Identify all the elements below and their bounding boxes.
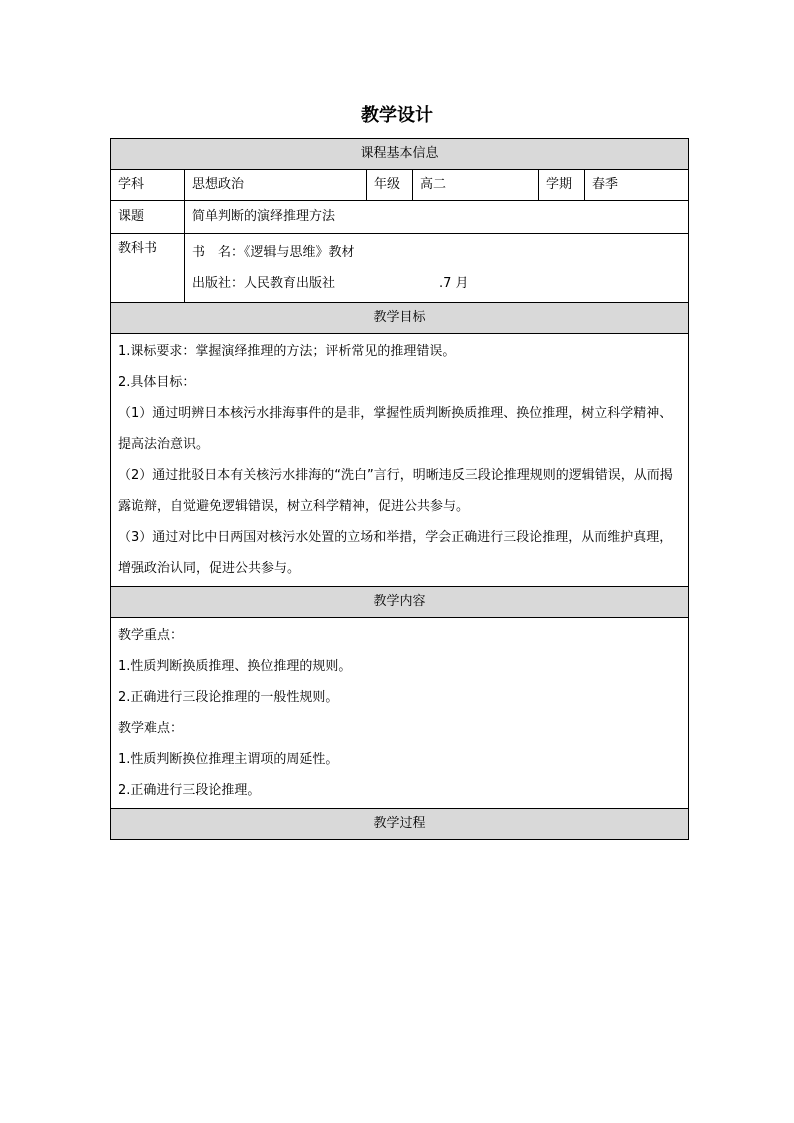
objective-item: （2）通过批驳日本有关核污水排海的“洗白”言行，明晰违反三段论推理规则的逻辑错误，从而揭露诡辩，自觉避免逻辑错误，树立科学精神，促进公共参与。 (118, 468, 673, 514)
content-item: 2.正确进行三段论推理的一般性规则。 (118, 690, 339, 705)
document-title: 教学设计 (361, 105, 433, 126)
content-item: 1.性质判断换质推理、换位推理的规则。 (118, 659, 352, 674)
section-process: 教学过程 (111, 809, 689, 840)
publish-date: .7 月 (439, 276, 469, 291)
term-value: 春季 (585, 170, 689, 201)
section-objectives: 教学目标 (111, 303, 689, 334)
grade-label: 年级 (367, 170, 413, 201)
objective-item: （3）通过对比中日两国对核污水处置的立场和举措，学会正确进行三段论推理，从而维护真理，增强政治认同，促进公共参与。 (118, 530, 673, 576)
blank-spacer (335, 268, 439, 299)
objective-item: 2.具体目标： (118, 375, 196, 390)
textbook-info (185, 234, 689, 303)
grade-value: 高二 (413, 170, 539, 201)
section-basic-info: 课程基本信息 (111, 139, 689, 170)
topic-value: 简单判断的演绎推理方法 (185, 201, 689, 234)
content-item: 2.正确进行三段论推理。 (118, 783, 261, 798)
content-item: 教学难点： (118, 721, 184, 736)
publisher-name: 出版社：人民教育出版社 (192, 276, 336, 291)
subject-value: 思想政治 (185, 170, 367, 201)
content-item: 1.性质判断换位推理主谓项的周延性。 (118, 752, 339, 767)
publisher-line (192, 268, 681, 299)
textbook-label: 教科书 (111, 234, 185, 303)
subject-label: 学科 (111, 170, 185, 201)
lesson-plan-table (110, 138, 689, 840)
topic-label: 课题 (111, 201, 185, 234)
term-label: 学期 (539, 170, 585, 201)
objective-item: 1.课标要求：掌握演绎推理的方法；评析常见的推理错误。 (118, 344, 456, 359)
content-item: 教学重点： (118, 628, 184, 643)
content-body (111, 618, 689, 809)
objectives-content (111, 334, 689, 587)
objective-item: （1）通过明辨日本核污水排海事件的是非，掌握性质判断换质推理、换位推理，树立科学精神、提高法治意识。 (118, 406, 673, 452)
section-content: 教学内容 (111, 587, 689, 618)
book-name-line: 书 名：《逻辑与思维》教材 (192, 245, 355, 260)
